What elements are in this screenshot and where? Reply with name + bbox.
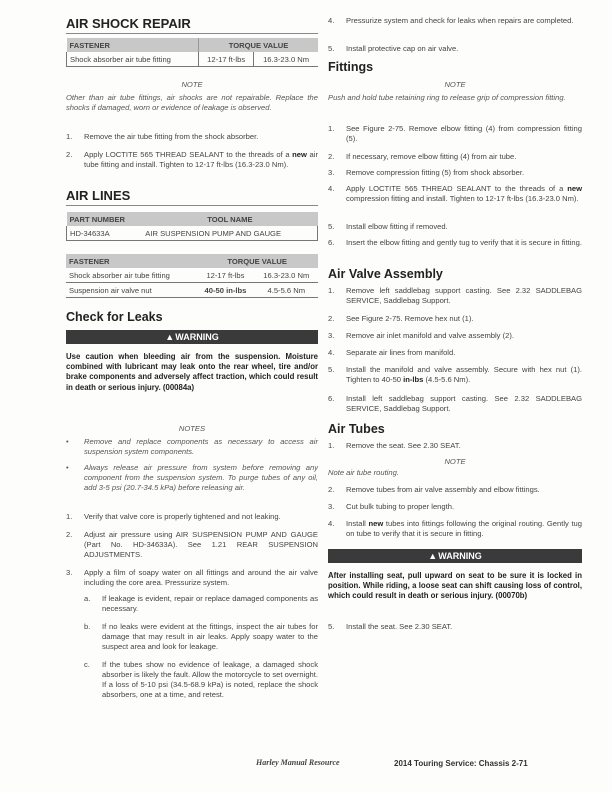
section-title-air-lines: AIR LINES	[66, 188, 318, 206]
step-number: 1.	[66, 132, 73, 141]
step	[328, 152, 582, 162]
step	[66, 568, 318, 588]
header-torque-value: TORQUE VALUE	[199, 38, 318, 52]
header-fastener: FASTENER	[67, 38, 199, 52]
step	[328, 16, 582, 26]
step-text: Remove air inlet manifold and valve assembly (2).	[346, 331, 514, 340]
step-text: Cut bulk tubing to proper length.	[346, 502, 455, 511]
substep-text: If the tubes show no evidence of leakage, a damaged shock absorber is likely the fault. Allow the motorcycle to set overnight. If a loss of 5-10 psi (34.5-68.9 kPa) is noted, replace the shock absorbers, one at a time, and retest.	[102, 660, 318, 699]
warning-banner	[66, 330, 318, 344]
step-number: 3.	[328, 168, 335, 177]
step	[328, 124, 582, 144]
step-text: Install the seat. See 2.30 SEAT.	[346, 622, 453, 631]
step	[328, 168, 582, 178]
step	[328, 622, 582, 632]
header-fastener: FASTENER	[66, 254, 196, 268]
cell-torque-metric: 16.3-23.0 Nm	[254, 52, 318, 67]
note-heading: NOTE	[444, 80, 466, 89]
step-number: 4.	[328, 184, 335, 193]
substep-text: If no leaks were evident at the fittings, inspect the air tubes for damage that may result in air leaks. Apply soapy water to the suspect area and look for leakage.	[102, 622, 318, 651]
step	[328, 331, 582, 341]
substep-letter: b.	[84, 622, 91, 631]
step-number: 1.	[66, 512, 73, 521]
step	[328, 502, 582, 512]
step-number: 6.	[328, 238, 335, 247]
step-number: 5.	[328, 365, 335, 374]
step-number: 1.	[328, 441, 335, 450]
section-title-air-valve-assembly: Air Valve Assembly	[328, 267, 443, 281]
section-title-fittings: Fittings	[328, 60, 374, 74]
step-text: Apply a film of soapy water on all fittings and around the air valve including the core area. Pressurize system.	[84, 568, 318, 587]
step	[328, 286, 582, 306]
step-number: 2.	[66, 150, 73, 159]
cell-torque-imperial: 12-17 ft-lbs	[196, 268, 254, 283]
step	[66, 150, 318, 170]
step	[328, 365, 582, 385]
notes-heading: NOTES	[178, 424, 206, 433]
bullet-icon: •	[66, 463, 69, 472]
step-text: Remove the seat. See 2.30 SEAT.	[346, 441, 461, 450]
step-text: Pressurize system and check for leaks when repairs are completed.	[346, 16, 574, 25]
cell-torque-imperial: 40-50 in-lbs	[196, 283, 254, 298]
table-header-row	[67, 38, 319, 52]
step-text: See Figure 2-75. Remove elbow fitting (4) from compression fitting (5).	[346, 124, 582, 143]
note-text: Note air tube routing.	[328, 468, 399, 477]
bullet-icon: •	[66, 437, 69, 446]
warning-triangle-icon: ▲	[428, 551, 438, 561]
section-title-air-shock-repair: AIR SHOCK REPAIR	[66, 16, 318, 34]
cell-fastener: Shock absorber air tube fitting	[67, 52, 199, 67]
step-number: 6.	[328, 394, 335, 403]
section-title-check-for-leaks: Check for Leaks	[66, 310, 163, 324]
tool-table	[66, 212, 318, 241]
step	[66, 132, 318, 142]
bullet-text: Always release air pressure from system before removing any component from the suspension system. To purge tubes of any oil, add 3-5 psi (20.7-34.5 kPa) before releasing air.	[84, 463, 318, 492]
step	[328, 394, 582, 414]
substep-text: If leakage is evident, repair or replace damaged components as necessary.	[102, 594, 318, 613]
footer-page-label: 2014 Touring Service: Chassis 2-71	[394, 759, 528, 768]
step-text: Verify that valve core is properly tightened and not leaking.	[84, 512, 281, 521]
bullet-text: Remove and replace components as necessary to access air suspension system components.	[84, 437, 318, 456]
table-row	[66, 283, 318, 298]
header-tool-name: TOOL NAME	[142, 212, 317, 226]
table-header-row	[66, 254, 318, 268]
section-title-air-tubes: Air Tubes	[328, 422, 385, 436]
step	[66, 512, 318, 522]
step-text: Remove left saddlebag support casting. See 2.32 SADDLEBAG SERVICE, Saddlebag Support.	[346, 286, 582, 305]
step-number: 3.	[66, 568, 73, 577]
step-text: Install elbow fitting if removed.	[346, 222, 448, 231]
air-lines-torque-table	[66, 254, 318, 298]
step-text: Install protective cap on air valve.	[346, 44, 459, 53]
step	[328, 222, 582, 232]
note-text: Other than air tube fittings, air shocks are not repairable. Replace the shocks if damaged, worn or evidence of leakage is observed.	[66, 93, 318, 112]
note-text: Push and hold tube retaining ring to release grip of compression fitting.	[328, 93, 566, 102]
step-text: Apply LOCTITE 565 THREAD SEALANT to the threads of a new air tube fitting and install. Tighten to 12-17 ft-lbs (16.3-23.0 Nm).	[84, 150, 318, 169]
note-heading: NOTE	[444, 457, 466, 466]
substep	[84, 594, 318, 614]
cell-torque-metric: 16.3-23.0 Nm	[255, 268, 318, 283]
cell-torque-metric: 4.5-5.6 Nm	[255, 283, 318, 298]
warning-triangle-icon: ▲	[165, 332, 175, 342]
step-text: Install new tubes into fittings following the original routing. Gently tug on tube to verify that it is secure in fitting.	[346, 519, 582, 538]
cell-torque-imperial: 12-17 ft-lbs	[199, 52, 254, 67]
step-text: Remove the air tube fitting from the shock absorber.	[84, 132, 259, 141]
step-number: 4.	[328, 519, 335, 528]
warning-label: WARNING	[175, 332, 219, 342]
step-number: 2.	[328, 152, 335, 161]
step-number: 4.	[328, 348, 335, 357]
table-header-row	[67, 212, 318, 226]
substep	[84, 660, 318, 700]
step	[328, 519, 582, 539]
step-number: 5.	[328, 222, 335, 231]
warning-banner	[328, 549, 582, 563]
table-row	[67, 52, 319, 67]
cell-tool-name: AIR SUSPENSION PUMP AND GAUGE	[142, 226, 317, 241]
step-text: Separate air lines from manifold.	[346, 348, 456, 357]
cell-part-number: HD-34633A	[67, 226, 143, 241]
footer-watermark: Harley Manual Resource	[256, 758, 340, 767]
step-number: 3.	[328, 502, 335, 511]
substep-letter: a.	[84, 594, 91, 603]
warning-text: Use caution when bleeding air from the suspension. Moisture combined with lubricant may leak onto the rear wheel, tire and/or brake components and adversely affect traction, which could result in death or serious injury. (00084a)	[66, 352, 318, 392]
step	[328, 441, 582, 451]
step-number: 1.	[328, 124, 335, 133]
step-text: Apply LOCTITE 565 THREAD SEALANT to the threads of a new compression fitting and install. Tighten to 12-17 ft-lbs (16.3-23.0 Nm).	[346, 184, 582, 203]
step-number: 5.	[328, 44, 335, 53]
warning-label: WARNING	[438, 551, 482, 561]
step-text: Install left saddlebag support casting. See 2.32 SADDLEBAG SERVICE, Saddlebag Support.	[346, 394, 582, 413]
note-heading: NOTE	[181, 80, 203, 89]
step	[66, 530, 318, 560]
step-text: If necessary, remove elbow fitting (4) from air tube.	[346, 152, 517, 161]
step-number: 1.	[328, 286, 335, 295]
step-number: 4.	[328, 16, 335, 25]
step-text: Install the manifold and valve assembly. Secure with hex nut (1). Tighten to 40-50 in-lbs (4.5-5.6 Nm).	[346, 365, 582, 384]
step-number: 3.	[328, 331, 335, 340]
cell-fastener: Shock absorber air tube fitting	[66, 268, 196, 283]
step	[328, 184, 582, 204]
substep-letter: c.	[84, 660, 90, 669]
table-row	[67, 226, 318, 241]
step-text: Remove compression fitting (5) from shock absorber.	[346, 168, 525, 177]
warning-text: After installing seat, pull upward on seat to be sure it is locked in position. While riding, a loose seat can shift causing loss of control, which could result in death or serious injury. (00070b)	[328, 571, 582, 601]
step-number: 5.	[328, 622, 335, 631]
table-row	[66, 268, 318, 283]
step	[328, 314, 582, 324]
step	[328, 44, 582, 54]
step-text: Insert the elbow fitting and gently tug to verify that it is secure in fitting.	[346, 238, 582, 247]
step-number: 2.	[328, 314, 335, 323]
step-number: 2.	[66, 530, 73, 539]
step	[328, 485, 582, 495]
step	[328, 238, 582, 248]
header-part-number: PART NUMBER	[67, 212, 143, 226]
step-text: Adjust air pressure using AIR SUSPENSION PUMP AND GAUGE (Part No. HD-34633A). See 1.21 REAR SUSPENSION ADJUSTMENTS.	[84, 530, 318, 559]
cell-fastener: Suspension air valve nut	[66, 283, 196, 298]
step-text: Remove tubes from air valve assembly and elbow fittings.	[346, 485, 540, 494]
note-bullet	[66, 463, 318, 493]
step-number: 2.	[328, 485, 335, 494]
substep	[84, 622, 318, 652]
air-shock-torque-table	[66, 38, 318, 67]
step-text: See Figure 2-75. Remove hex nut (1).	[346, 314, 474, 323]
note-bullet	[66, 437, 318, 457]
step	[328, 348, 582, 358]
header-torque-value: TORQUE VALUE	[196, 254, 318, 268]
